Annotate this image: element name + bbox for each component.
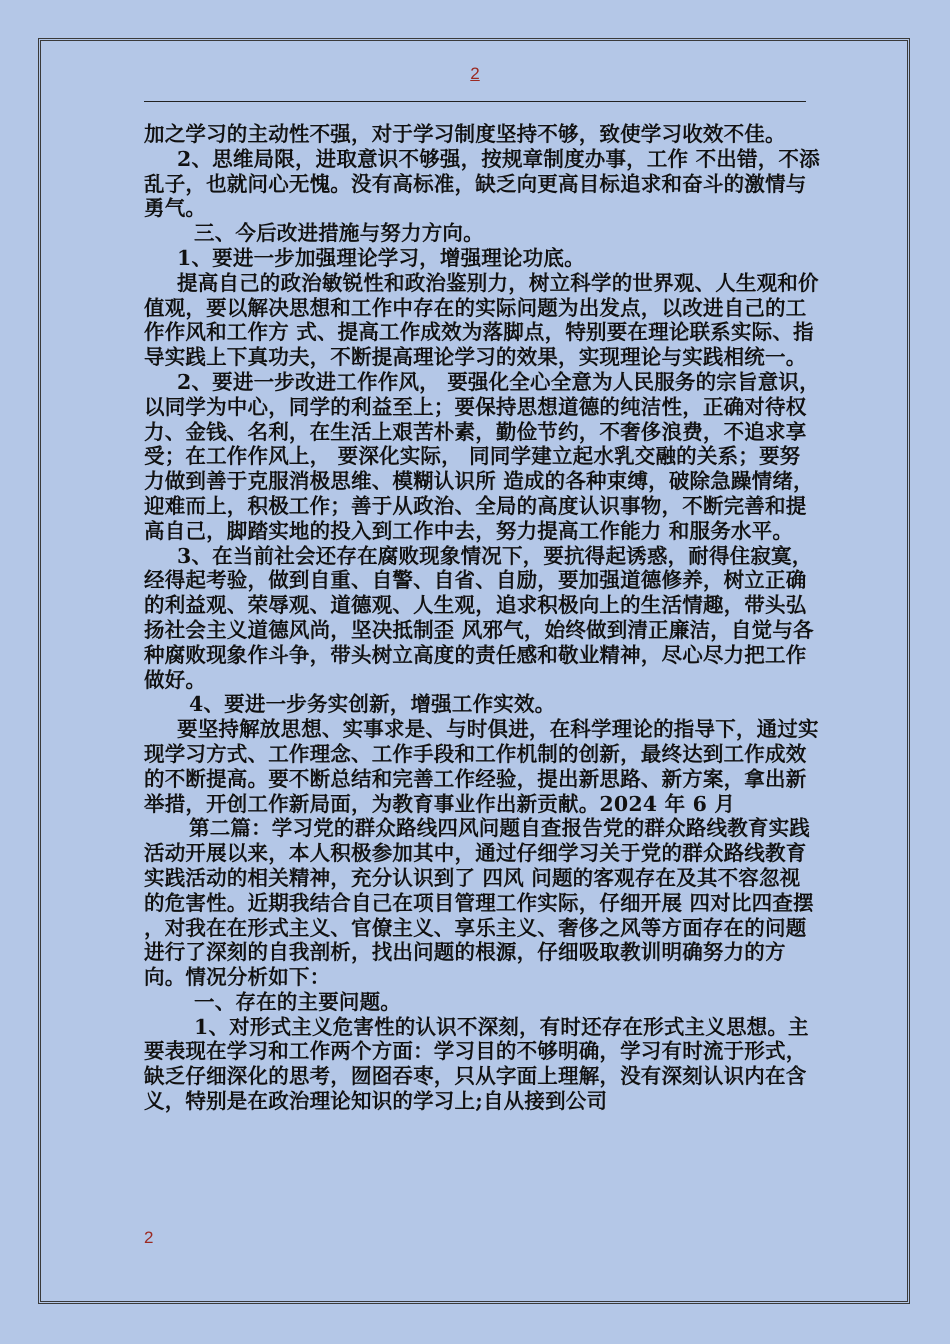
subsection-heading: 1、要进一步加强理论学习，增强理论功底。: [177, 245, 585, 270]
paragraph: 2、思维局限，进取意识不够强，按规章制度办事，工作 不出错，不添乱子，也就问心无愧。没有高标准，缺乏向更高目标追求和奋斗的激情与勇气。: [144, 146, 820, 221]
paragraph: 提高自己的政治敏锐性和政治鉴别力，树立科学的世界观、人生观和价值观，要以解决思想和工作中存在的实际问题为出发点，以改进自己的工作作风和工作方 式、提高工作成效为落脚点，特别要在理论联系实际、指导实践上下真功夫，不断提高理论学习的效果，实现理论与实践相统一。: [144, 270, 819, 370]
document-body: [144, 122, 820, 1114]
section-heading: 一、存在的主要问题。: [194, 989, 401, 1014]
footer-page-number: 2: [144, 1228, 154, 1247]
subsection-heading: 4、要进一步务实创新，增强工作实效。: [189, 692, 556, 717]
paragraph: 1、对形式主义危害性的认识不深刻，有时还存在形式主义思想。主要表现在学习和工作两个方面：学习目的不够明确，学习有时流于形式，缺乏仔细深化的思考，囫囵吞枣，只从字面上理解，没有深刻认识内在含义，特别是在政治理论知识的学习上;自从接到公司: [144, 1014, 809, 1114]
paragraph: 第二篇：学习党的群众路线四风问题自查报告党的群众路线教育实践活动开展以来，本人积极参加其中，通过仔细学习关于党的群众路线教育实践活动的相关精神，充分认识到了 四风 问题的客观存在及其不容忽视的危害性。近期我结合自己在项目管理工作实际，仔细开展 四对比四查摆 ，对我在在形式主义、官僚主义、享乐主义、奢侈之风等方面存在的问题进行了深刻的自我剖析，找出问题的根源，仔细吸取教训明确努力的方向。情况分析如下：: [144, 816, 814, 990]
paragraph: 2、要进一步改进工作作风， 要强化全心全意为人民服务的宗旨意识，以同学为中心，同学的利益至上；要保持思想道德的纯洁性，正确对待权力、金钱、名利，在生活上艰苦朴素，勤俭节约，不奢侈浪费，不追求享受；在工作作风上， 要深化实际， 同同学建立起水乳交融的关系；要努力做到善于克服消极思维、模糊认识所 造成的各种束缚，破除急躁情绪，迎难而上，积极工作；善于从政治、全局的高度认识事物，不断完善和提高自己，脚踏实地的投入到工作中去，努力提高工作能力 和服务水平。: [144, 369, 820, 543]
section-heading: 三、今后改进措施与努力方向。: [194, 221, 484, 246]
paragraph: 要坚持解放思想、实事求是、与时俱进，在科学理论的指导下，通过实现学习方式、工作理念、工作手段和工作机制的创新，最终达到工作成效的不断提高。要不断总结和完善工作经验，提出新思路、新方案，拿出新举措，开创工作新局面，为教育事业作出新贡献。2024 年 6 月: [144, 717, 819, 816]
header-rule: [144, 101, 806, 102]
paragraph: 3、在当前社会还存在腐败现象情况下，要抗得起诱惑，耐得住寂寞，经得起考验，做到自重、自警、自省、自励，要加强道德修养，树立正确的利益观、荣辱观、道德观、人生观，追求积极向上的生活情趣，带头弘扬社会主义道德风尚，坚决抵制歪 风邪气，始终做到清正廉洁，自觉与各种腐败现象作斗争，带头树立高度的责任感和敬业精神，尽心尽力把工作做好。: [144, 543, 814, 692]
paragraph: 加之学习的主动性不强，对于学习制度坚持不够，致使学习收效不佳。: [144, 122, 786, 146]
header-page-number: 2: [470, 64, 480, 83]
